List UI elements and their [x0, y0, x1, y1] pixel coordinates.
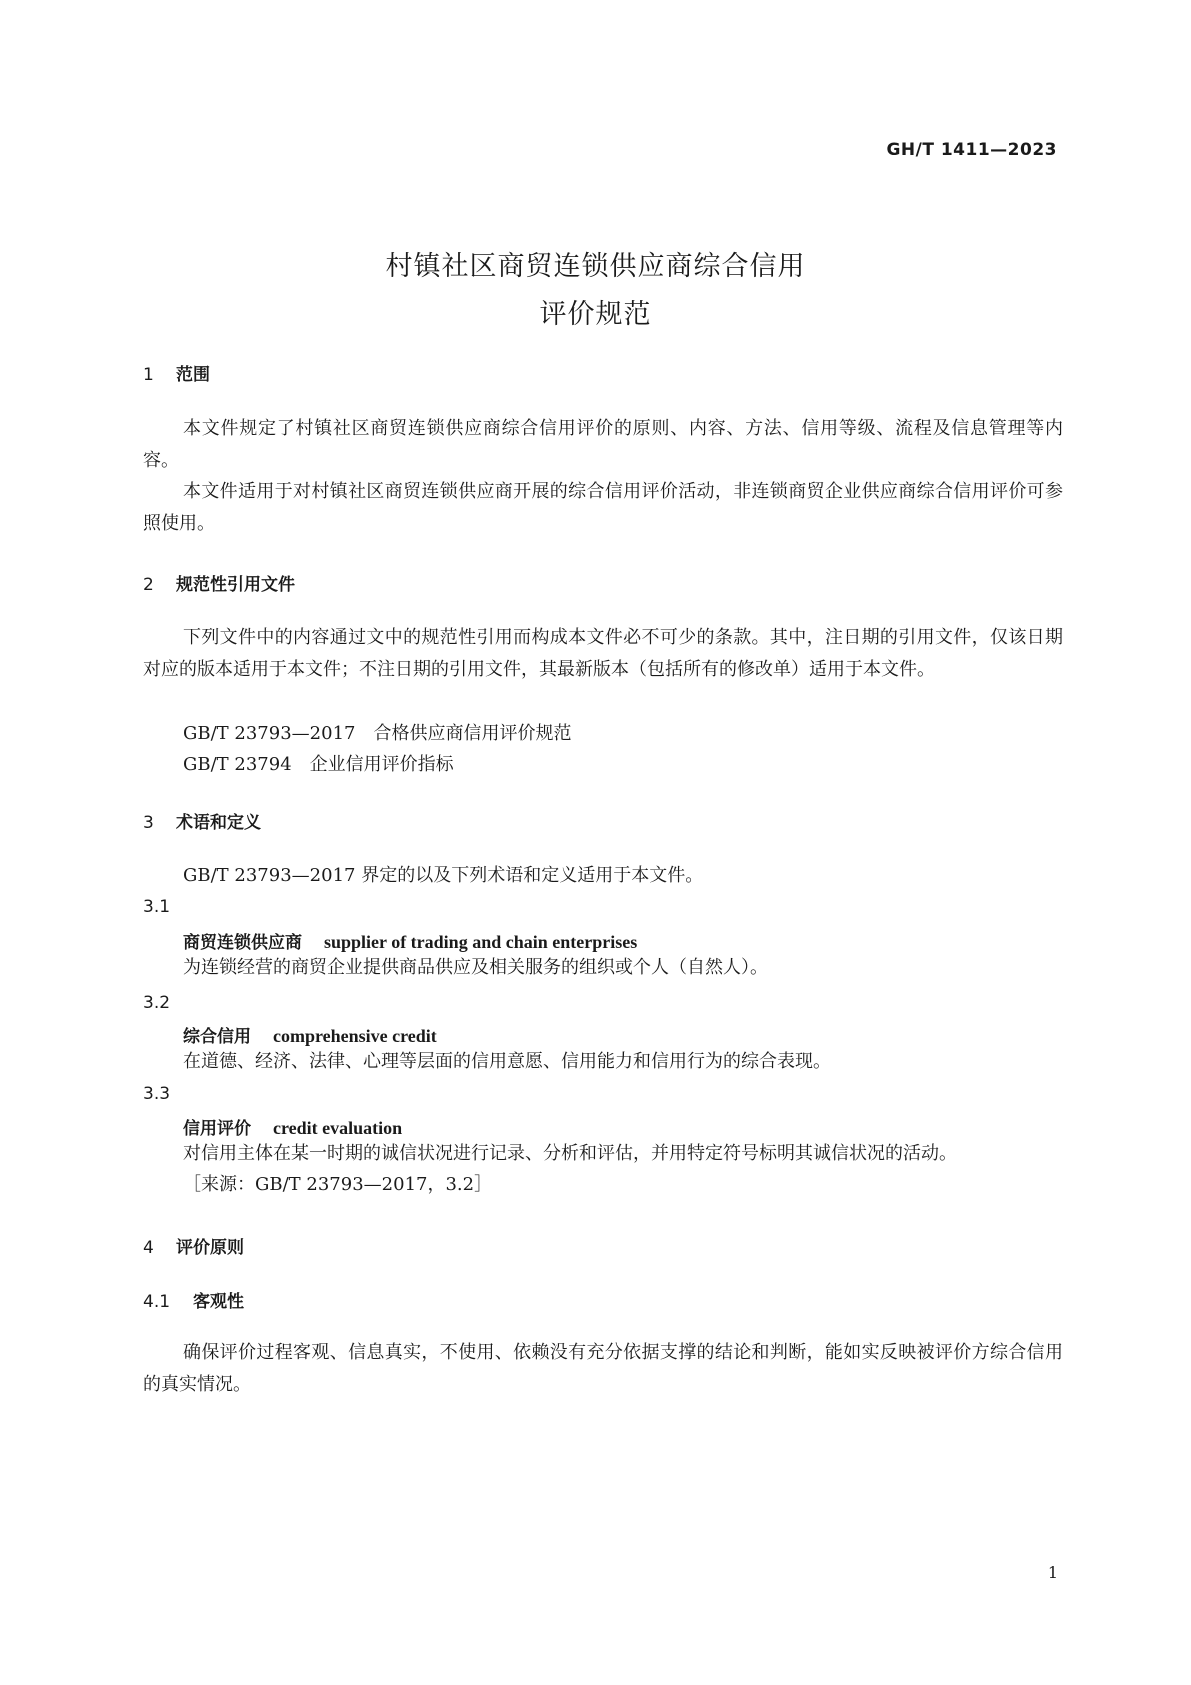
subsection-4-1-paragraph: 确保评价过程客观、信息真实，不使用、依赖没有充分依据支撑的结论和判断，能如实反映被评价方综合信用的真实情况。: [143, 1342, 1063, 1395]
section-4-heading: [143, 1233, 244, 1258]
term-name-zh: 信用评价: [183, 1119, 251, 1139]
reference-name: 企业信用评价指标: [309, 754, 454, 775]
term-name: [183, 928, 637, 953]
term-name: [183, 1114, 402, 1139]
term-name-en: comprehensive credit: [273, 1026, 437, 1046]
subsection-title: 客观性: [193, 1292, 244, 1312]
term-name: [183, 1022, 437, 1047]
section-1-heading: [143, 360, 210, 385]
document-title: [0, 243, 1191, 339]
term-name-zh: 商贸连锁供应商: [183, 933, 302, 953]
reference-code: GB/T 23794: [183, 754, 292, 775]
document-title-line-2: 评价规范: [539, 299, 652, 330]
section-number: 1: [143, 365, 154, 385]
term-source: ［来源：GB/T 23793—2017，3.2］: [183, 1174, 493, 1195]
reference-code: GB/T 23793—2017: [183, 723, 356, 744]
page-number: 1: [1047, 1563, 1058, 1582]
normative-reference: [183, 750, 454, 776]
term-number: 3.1: [143, 897, 171, 917]
term-number: 3.2: [143, 993, 171, 1013]
section-number: 3: [143, 813, 154, 833]
section-number: 4: [143, 1238, 154, 1258]
section-3-intro: GB/T 23793—2017 界定的以及下列术语和定义适用于本文件。: [183, 865, 704, 886]
section-2-paragraph-1: 下列文件中的内容通过文中的规范性引用而构成本文件必不可少的条款。其中，注日期的引用文件，仅该日期对应的版本适用于本文件；不注日期的引用文件，其最新版本（包括所有的修改单）适用于本文件。: [143, 627, 1063, 680]
normative-reference: [183, 719, 571, 745]
section-1-paragraph-1: 本文件规定了村镇社区商贸连锁供应商综合信用评价的原则、内容、方法、信用等级、流程及信息管理等内容。: [143, 418, 1063, 471]
section-1-paragraph-2: 本文件适用于对村镇社区商贸连锁供应商开展的综合信用评价活动，非连锁商贸企业供应商综合信用评价可参照使用。: [143, 481, 1063, 534]
subsection-4-1-heading: [143, 1287, 244, 1312]
term-name-en: supplier of trading and chain enterprises: [324, 932, 638, 952]
section-2-heading: [143, 570, 295, 595]
section-title: 规范性引用文件: [176, 575, 295, 595]
section-title: 术语和定义: [176, 813, 261, 833]
section-title: 评价原则: [176, 1238, 244, 1258]
term-number: 3.3: [143, 1084, 171, 1104]
section-title: 范围: [176, 365, 210, 385]
reference-name: 合格供应商信用评价规范: [373, 723, 572, 744]
standard-number: GH/T 1411—2023: [886, 140, 1057, 160]
section-number: 2: [143, 575, 154, 595]
term-name-en: credit evaluation: [273, 1118, 403, 1138]
term-definition: 为连锁经营的商贸企业提供商品供应及相关服务的组织或个人（自然人）。: [183, 957, 768, 978]
term-definition: 在道德、经济、法律、心理等层面的信用意愿、信用能力和信用行为的综合表现。: [183, 1051, 831, 1072]
term-definition: 对信用主体在某一时期的诚信状况进行记录、分析和评估，并用特定符号标明其诚信状况的活动。: [183, 1143, 957, 1164]
subsection-number: 4.1: [143, 1292, 171, 1312]
term-name-zh: 综合信用: [183, 1027, 251, 1047]
document-title-line-1: 村镇社区商贸连锁供应商综合信用: [385, 251, 806, 282]
section-3-heading: [143, 808, 261, 833]
